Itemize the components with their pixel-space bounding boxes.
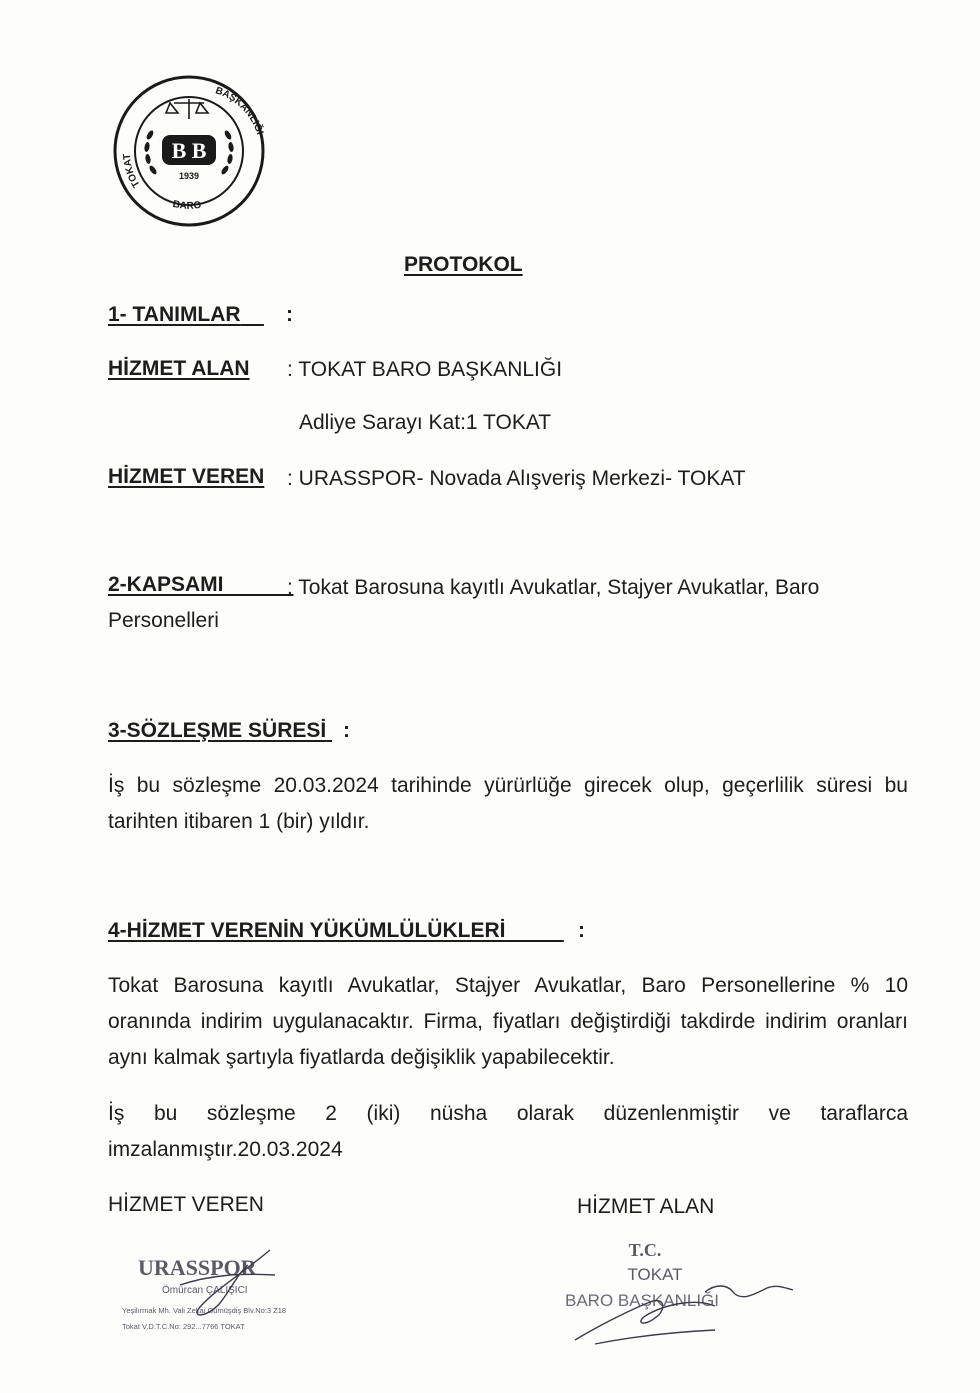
section-3-heading-text: 3-SÖZLEŞME SÜRESİ	[108, 719, 327, 742]
closing-paragraph: İş bu sözleşme 2 (iki) nüsha olarak düzenlenmiştir ve taraflarca imzalanmıştır.20.03.2024	[108, 1102, 908, 1161]
section-2-line-1: : Tokat Barosuna kayıtlı Avukatlar, Stajyer Avukatlar, Baro	[287, 576, 820, 599]
hizmet-veren-label: HİZMET VEREN	[108, 465, 265, 488]
section-1-heading-text: 1- TANIMLAR	[108, 303, 241, 326]
signature-right-label: HİZMET ALAN	[577, 1195, 715, 1218]
seal-ring-text-right: BAŞKANLIĞI	[213, 85, 266, 137]
signature-left-label: HİZMET VEREN	[108, 1193, 264, 1216]
stamp-right-line-1: T.C.	[628, 1240, 662, 1260]
section-1-heading	[108, 302, 264, 328]
section-2-line-2: Personelleri	[108, 609, 219, 632]
seal-ring-text-left: TOKAT	[121, 153, 143, 190]
seal-ring-text-bottom: BARO	[171, 198, 203, 212]
svg-text:BARO	[172, 199, 203, 212]
svg-text:BAŞKANLIĞI	[214, 85, 266, 136]
section-4-colon: :	[578, 919, 585, 942]
stamp-left-tax: Tokat V.D.T.C.No: 292...7766 TOKAT	[122, 1322, 245, 1331]
section-4-paragraph: Tokat Barosuna kayıtlı Avukatlar, Stajyer Avukatlar, Baro Personellerine % 10 oranında indirim uygulanacaktır. Firma, fiyatları değiştirdiği takdirde indirim oranları aynı kalmak şartıyla fiyatlarda değişiklik yapabilecektir.	[108, 974, 908, 1069]
section-4-heading-text: 4-HİZMET VERENİN YÜKÜMLÜLÜKLERİ	[108, 919, 506, 942]
urasspor-stamp	[120, 1245, 320, 1345]
stamp-left-owner: Ömürcan ÇALIŞICI	[162, 1285, 248, 1296]
seal-year: 1939	[178, 171, 200, 181]
section-2-heading-text: 2-KAPSAMI	[108, 573, 224, 596]
section-1-colon: :	[286, 303, 293, 326]
section-4-heading	[108, 918, 564, 944]
document-title: PROTOKOL	[404, 253, 523, 276]
hizmet-alan-label: HİZMET ALAN	[108, 357, 250, 380]
section-3-colon: :	[343, 719, 350, 742]
seal-initials: B B	[171, 138, 207, 163]
stamp-left-address: Yeşilırmak Mh. Vali Zekai Gümüşdiş Blv.No:3 Z18	[122, 1306, 287, 1315]
stamp-left-name: URASSPOR	[138, 1255, 257, 1280]
stamp-right-line-3: BARO BAŞKANLIĞI	[565, 1291, 719, 1310]
section-3-paragraph: İş bu sözleşme 20.03.2024 tarihinde yürürlüğe girecek olup, geçerlilik süresi bu tarihten itibaren 1 (bir) yıldır.	[108, 774, 908, 833]
scales-icon	[166, 99, 208, 119]
section-3-heading	[108, 718, 332, 744]
hizmet-veren-value: : URASSPOR- Novada Alışveriş Merkezi- TOKAT	[287, 467, 746, 490]
hizmet-alan-value: : TOKAT BARO BAŞKANLIĞI	[287, 358, 563, 381]
baro-seal-logo	[110, 75, 268, 227]
section-2-heading	[108, 572, 294, 598]
hizmet-alan-address: Adliye Sarayı Kat:1 TOKAT	[299, 411, 552, 434]
stamp-right-line-2: TOKAT	[627, 1265, 683, 1284]
baro-stamp	[555, 1232, 815, 1352]
